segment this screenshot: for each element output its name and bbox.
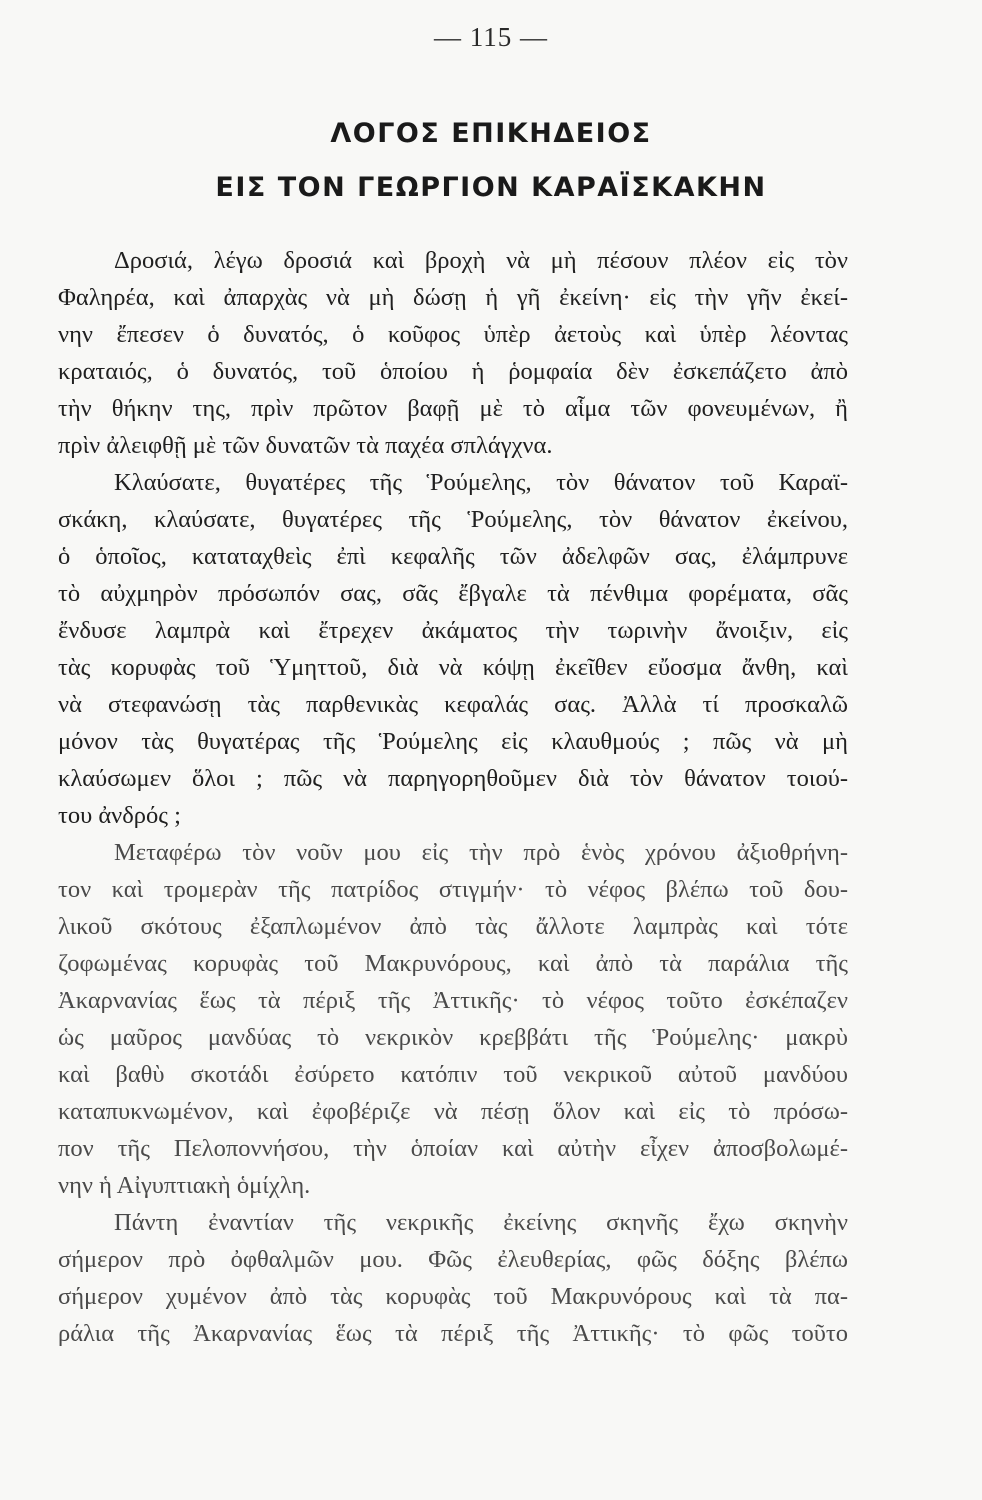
text-line: λικοῦ σκότους ἐξαπλωμένον ἀπὸ τὰς ἄλλοτε λαμπρὰς καὶ τότε	[58, 913, 848, 940]
text-line: νὰ στεφανώσῃ τὰς παρθενικὰς κεφαλάς σας. Ἀλλὰ τί προσκαλῶ	[58, 691, 848, 718]
text-line: ὡς μαῦρος μανδύας τὸ νεκρικὸν κρεββάτι τῆς Ῥούμελης· μακρὺ	[58, 1024, 848, 1051]
text-line: Κλαύσατε, θυγατέρες τῆς Ῥούμελης, τὸν θάνατον τοῦ Καραϊ-	[114, 469, 848, 496]
text-line: καταπυκνωμένον, καὶ ἐφοβέριζε νὰ πέσῃ ὅλον καὶ εἰς τὸ πρόσω-	[58, 1098, 848, 1125]
text-line: πον τῆς Πελοποννήσου, τὴν ὁποίαν καὶ αὐτὴν εἶχεν ἀποσβολωμέ-	[58, 1135, 848, 1162]
text-line: ὁ ὁποῖος, καταταχθεὶς ἐπὶ κεφαλῆς τῶν ἀδελφῶν σας, ἐλάμπρυνε	[58, 543, 848, 570]
text-line: τὴν θήκην της, πρὶν πρῶτον βαφῇ μὲ τὸ αἷμα τῶν φονευμένων, ἢ	[58, 395, 848, 422]
text-line: Πάντη ἐναντίαν τῆς νεκρικῆς ἐκείνης σκηνῆς ἔχω σκηνὴν	[114, 1209, 848, 1236]
text-line: πρὶν ἀλειφθῇ μὲ τῶν δυνατῶν τὰ παχέα σπλάγχνα.	[58, 432, 553, 459]
body-text	[58, 242, 848, 1352]
text-line: σήμερον πρὸ ὀφθαλμῶν μου. Φῶς ἐλευθερίας, φῶς δόξης βλέπω	[58, 1246, 848, 1273]
text-line: ράλια τῆς Ἀκαρνανίας ἕως τὰ πέριξ τῆς Ἀττικῆς· τὸ φῶς τοῦτο	[58, 1320, 848, 1347]
text-line: σήμερον χυμένον ἀπὸ τὰς κορυφὰς τοῦ Μακρυνόρους καὶ τὰ πα-	[58, 1283, 848, 1310]
text-line: τὸ αὐχμηρὸν πρόσωπόν σας, σᾶς ἔβγαλε τὰ πένθιμα φορέματα, σᾶς	[58, 580, 848, 607]
page-title: ΛΟΓΟΣ ΕΠΙΚΗΔΕΙΟΣ	[330, 118, 652, 149]
text-line: τὰς κορυφὰς τοῦ Ὑμηττοῦ, διὰ νὰ κόψῃ ἐκεῖθεν εὔοσμα ἄνθη, καὶ	[58, 654, 848, 681]
text-line: του ἀνδρός ;	[58, 802, 181, 829]
page-number: — 115 —	[434, 22, 548, 52]
page-subtitle: ΕΙΣ ΤΟΝ ΓΕΩΡΓΙΟΝ ΚΑΡΑΪΣΚΑΚΗΝ	[215, 172, 767, 203]
text-line: τον καὶ τρομερὰν τῆς πατρίδος στιγμήν· τὸ νέφος βλέπω τοῦ δου-	[58, 876, 848, 903]
text-line: κραταιός, ὁ δυνατός, τοῦ ὁποίου ἡ ῥομφαία δὲν ἐσκεπάζετο ἀπὸ	[58, 358, 848, 385]
text-line: ζοφωμένας κορυφὰς τοῦ Μακρυνόρους, καὶ ἀπὸ τὰ παράλια τῆς	[58, 950, 848, 977]
text-line: Μεταφέρω τὸν νοῦν μου εἰς τὴν πρὸ ἑνὸς χρόνου ἀξιοθρήνη-	[114, 839, 848, 866]
text-line: σκάκη, κλαύσατε, θυγατέρες τῆς Ῥούμελης, τὸν θάνατον ἐκείνου,	[58, 506, 848, 533]
text-line: ἔνδυσε λαμπρὰ καὶ ἔτρεχεν ἀκάματος τὴν τωρινὴν ἄνοιξιν, εἰς	[58, 617, 848, 644]
text-line: νην ἡ Αἰγυπτιακὴ ὁμίχλη.	[58, 1172, 311, 1199]
text-line: Φαληρέα, καὶ ἀπαρχὰς νὰ μὴ δώσῃ ἡ γῆ ἐκείνη· εἰς τὴν γῆν ἐκεί-	[58, 284, 848, 311]
text-line: Δροσιά, λέγω δροσιά καὶ βροχὴ νὰ μὴ πέσουν πλέον εἰς τὸν	[114, 247, 848, 274]
text-line: Ἀκαρνανίας ἕως τὰ πέριξ τῆς Ἀττικῆς· τὸ νέφος τοῦτο ἐσκέπαζεν	[58, 987, 848, 1014]
text-line: νην ἔπεσεν ὁ δυνατός, ὁ κοῦφος ὑπὲρ ἀετοὺς καὶ ὑπὲρ λέοντας	[58, 321, 848, 348]
text-line: μόνον τὰς θυγατέρας τῆς Ῥούμελης εἰς κλαυθμούς ; πῶς νὰ μὴ	[58, 728, 848, 755]
text-line: κλαύσωμεν ὅλοι ; πῶς νὰ παρηγορηθοῦμεν διὰ τὸν θάνατον τοιού-	[58, 765, 848, 792]
text-line: καὶ βαθὺ σκοτάδι ἐσύρετο κατόπιν τοῦ νεκρικοῦ αὐτοῦ μανδύου	[58, 1061, 848, 1088]
